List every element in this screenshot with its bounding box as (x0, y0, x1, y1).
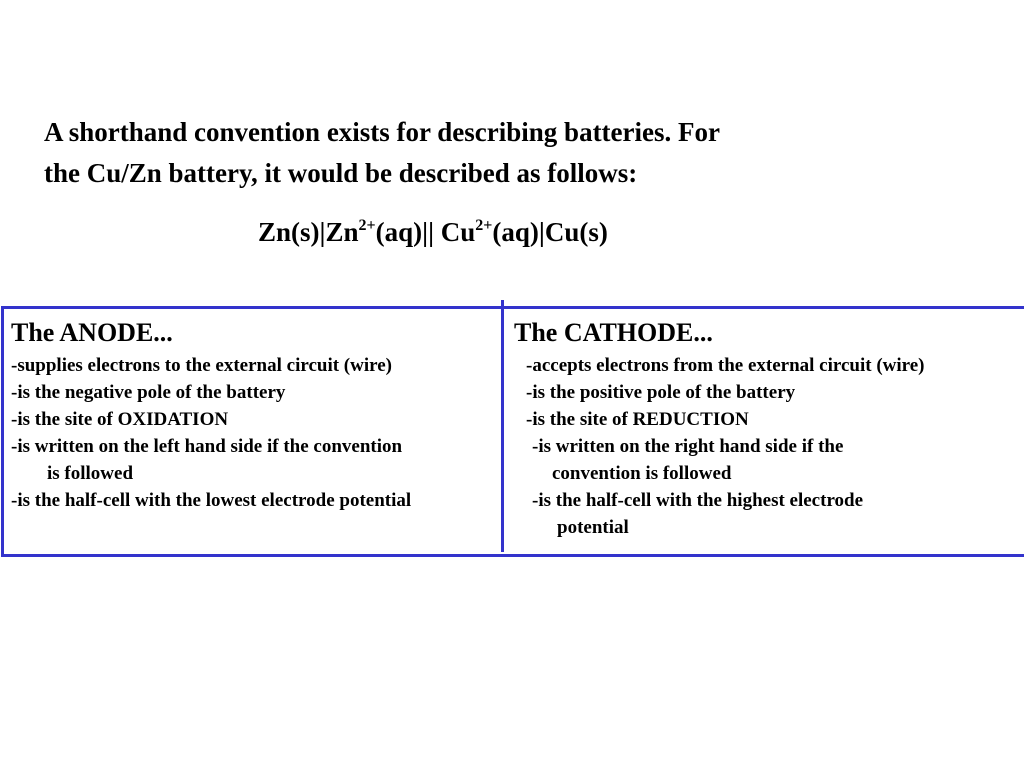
formula-superscript-1: 2+ (358, 217, 376, 234)
anode-point-3: -is the site of OXIDATION (11, 409, 229, 430)
cathode-point-3: -is the site of REDUCTION (526, 409, 749, 430)
intro-line-1: A shorthand convention exists for describing batteries. For (44, 117, 720, 147)
cathode-point-1: -accepts electrons from the external circuit (wire) (526, 355, 925, 376)
cathode-column (514, 316, 925, 541)
cathode-heading: The CATHODE... (514, 318, 713, 347)
formula-part-1: Zn(s)|Zn (258, 217, 359, 247)
anode-point-2: -is the negative pole of the battery (11, 382, 286, 403)
cathode-point-4: -is written on the right hand side if the (532, 436, 844, 457)
anode-heading: The ANODE... (11, 318, 173, 347)
cathode-point-4-continued: convention is followed (552, 463, 732, 484)
anode-point-5: -is the half-cell with the lowest electrode potential (11, 490, 412, 511)
intro-line-2: the Cu/Zn battery, it would be described as follows: (44, 158, 638, 188)
column-divider (501, 300, 504, 552)
intro-paragraph (44, 112, 944, 194)
anode-point-1: -supplies electrons to the external circuit (wire) (11, 355, 392, 376)
formula-part-3: (aq)|Cu(s) (492, 217, 608, 247)
formula-part-2: (aq)|| Cu (375, 217, 476, 247)
cell-notation-formula (258, 212, 608, 257)
anode-point-4: -is written on the left hand side if the convention (11, 436, 403, 457)
formula-superscript-2: 2+ (475, 217, 493, 234)
anode-point-4-continued: is followed (47, 463, 134, 484)
anode-column (11, 316, 411, 514)
cathode-point-5: -is the half-cell with the highest electrode (532, 490, 864, 511)
cathode-point-5-continued: potential (557, 517, 629, 538)
cathode-point-2: -is the positive pole of the battery (526, 382, 796, 403)
